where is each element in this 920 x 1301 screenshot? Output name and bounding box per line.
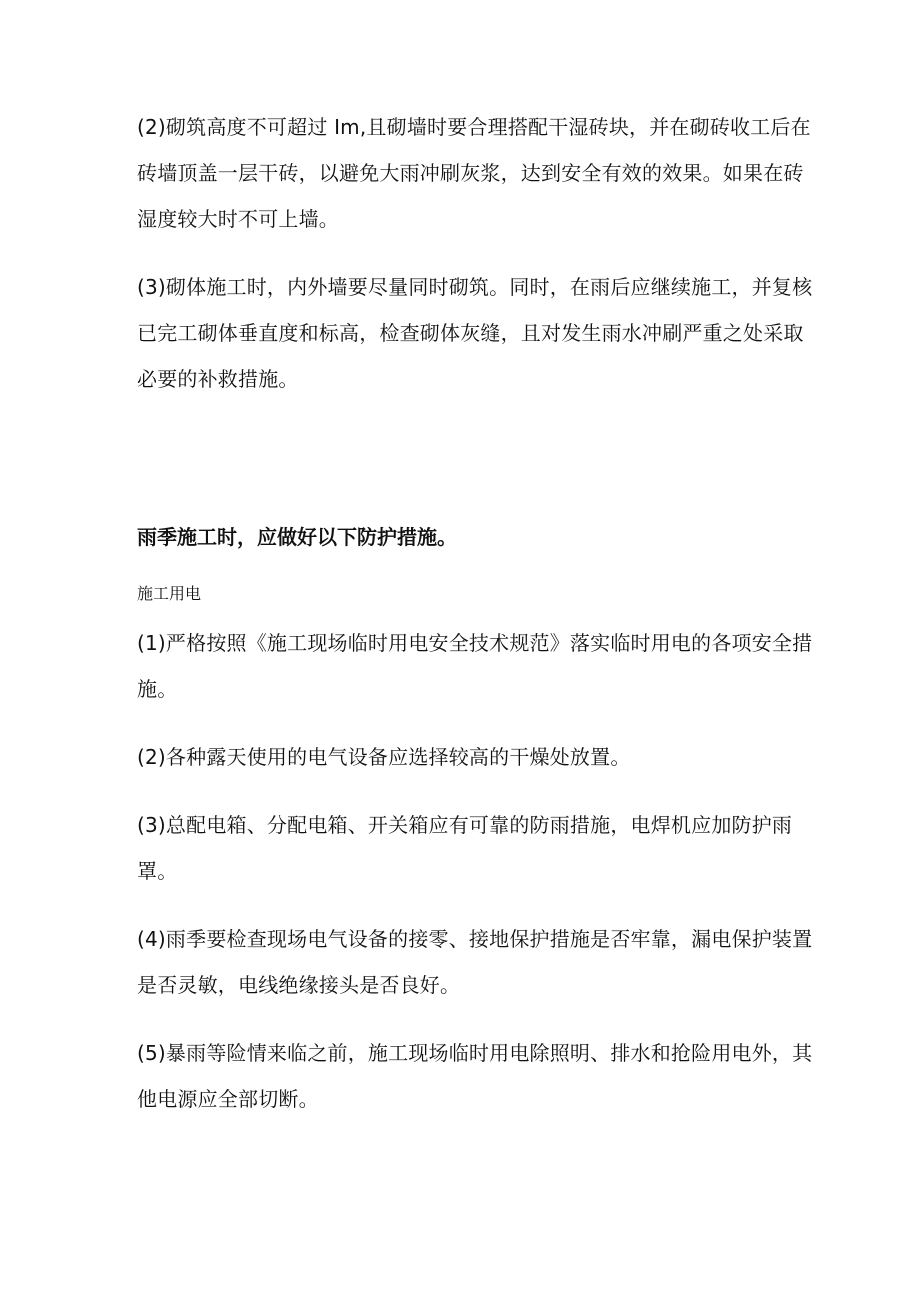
list-item: (3)总配电箱、分配电箱、开关箱应有可靠的防雨措施，电焊机应加防护雨罩。 — [137, 813, 793, 883]
paragraph-masonry-construction: (3)砌体施工时，内外墙要尽量同时砌筑。同时，在雨后应继续施工，并复核已完工砌体垂直度和标高，检查砌体灰缝，且对发生雨水冲刷严重之处采取必要的补救措施。 — [137, 275, 813, 391]
list-item: (5)暴雨等险情来临之前，施工现场临时用电除照明、排水和抢险用电外，其他电源应全部切断。 — [137, 1041, 813, 1111]
section-subheading: 施工用电 — [137, 584, 202, 603]
paragraph-masonry-height: (2)砌筑高度不可超过 Im,且砌墙时要合理搭配干湿砖块，并在砌砖收工后在砖墙顶盖一层干砖，以避免大雨冲刷灰浆，达到安全有效的效果。如果在砖湿度较大时不可上墙。 — [137, 115, 811, 231]
list-item: (4)雨季要检查现场电气设备的接零、接地保护措施是否牢靠，漏电保护装置是否灵敏，电线绝缘接头是否良好。 — [137, 927, 813, 997]
list-item: (2)各种露天使用的电气设备应选择较高的干燥处放置。 — [137, 745, 631, 769]
list-item: (1)严格按照《施工现场临时用电安全技术规范》落实临时用电的各项安全措施。 — [137, 631, 813, 701]
section-heading: 雨季施工时，应做好以下防护措施。 — [137, 525, 457, 549]
